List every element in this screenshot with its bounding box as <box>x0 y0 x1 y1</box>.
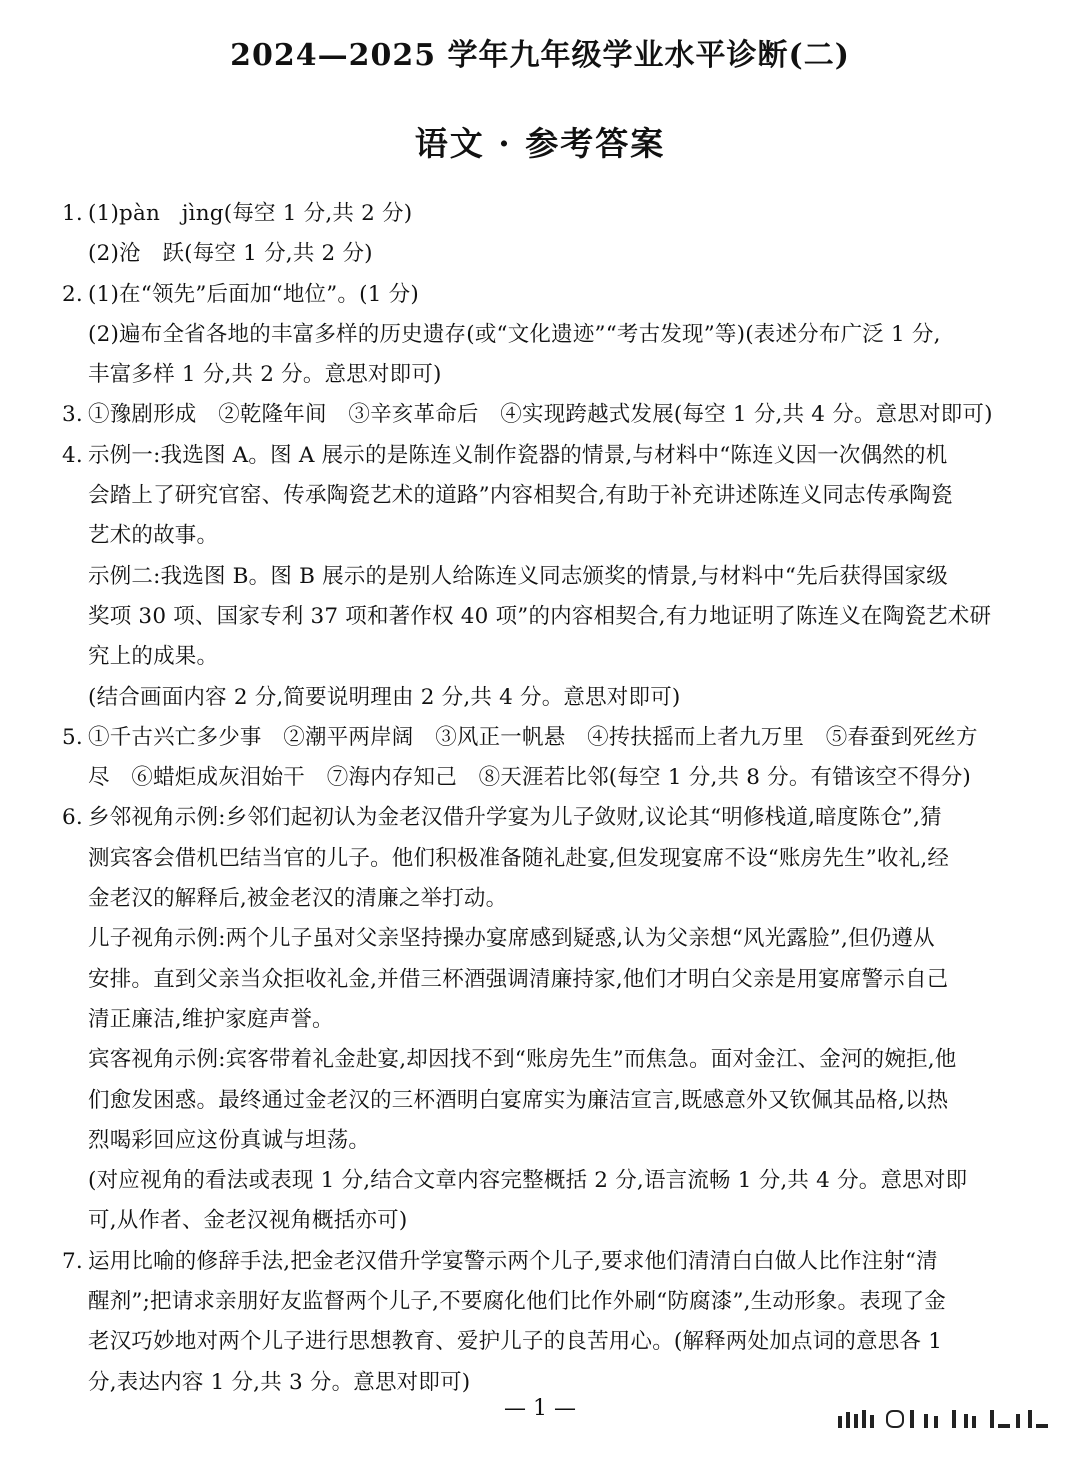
watermark-logo <box>830 1398 1060 1428</box>
document-subtitle: 语文 · 参考答案 <box>414 124 666 163</box>
answer-line: 会踏上了研究官窑、传承陶瓷艺术的道路”内容相契合,有助于补充讲述陈连义同志传承陶瓷 <box>88 483 953 509</box>
answer-line: 们愈发困惑。最终通过金老汉的三杯酒明白宴席实为廉洁宣言,既感意外又钦佩其品格,以热 <box>88 1087 949 1113</box>
answer-item-5 <box>62 718 1020 799</box>
answer-line: 艺术的故事。 <box>88 523 219 549</box>
answer-item-7 <box>62 1242 1020 1403</box>
answer-item-4 <box>62 436 1020 718</box>
answer-number: 6. <box>62 805 83 831</box>
answer-number: 7. <box>62 1248 83 1274</box>
answer-line: ①千古兴亡多少事 ②潮平两岸阔 ③风正一帆悬 ④抟扶摇而上者九万里 ⑤春蚕到死丝方 <box>88 724 978 750</box>
answer-number: 2. <box>62 281 83 307</box>
answer-line: 究上的成果。 <box>88 644 219 670</box>
answer-line: (1)在“领先”后面加“地位”。(1 分) <box>88 281 419 307</box>
answer-line: 醒剂”;把请求亲朋好友监督两个儿子,不要腐化他们比作外刷“防腐漆”,生动形象。表现了金 <box>88 1289 946 1315</box>
answer-line: 金老汉的解释后,被金老汉的清廉之举打动。 <box>88 886 508 912</box>
answer-line: 烈喝彩回应这份真诚与坦荡。 <box>88 1127 371 1153</box>
answer-item-3 <box>62 395 1020 435</box>
answer-item-1 <box>62 194 1020 275</box>
answer-line: 可,从作者、金老汉视角概括亦可) <box>88 1208 408 1234</box>
answer-line: 示例二:我选图 B。图 B 展示的是别人给陈连义同志颁奖的情景,与材料中“先后获得国家级 <box>88 563 948 589</box>
answer-line: (2)遍布全省各地的丰富多样的历史遗存(或“文化遗迹”“考古发现”等)(表述分布广泛 1 分, <box>88 321 941 347</box>
answer-item-6 <box>62 798 1020 1241</box>
answer-line: 运用比喻的修辞手法,把金老汉借升学宴警示两个儿子,要求他们清清白白做人比作注射“清 <box>88 1248 938 1274</box>
answer-line: 测宾客会借机巴结当官的儿子。他们积极准备随礼赴宴,但发现宴席不设“账房先生”收礼,经 <box>88 845 950 871</box>
answer-line: 儿子视角示例:两个儿子虽对父亲坚持操办宴席感到疑惑,认为父亲想“风光露脸”,但仍遵从 <box>88 926 935 952</box>
answer-line: (2)沧 跃(每空 1 分,共 2 分) <box>88 241 373 267</box>
answer-line: 尽 ⑥蜡炬成灰泪始干 ⑦海内存知己 ⑧天涯若比邻(每空 1 分,共 8 分。有错该空不得分) <box>88 765 972 791</box>
page-number: — 1 — <box>504 1396 576 1421</box>
answer-line: 示例一:我选图 A。图 A 展示的是陈连义制作瓷器的情景,与材料中“陈连义因一次偶然的机 <box>88 442 948 468</box>
answer-line: (结合画面内容 2 分,简要说明理由 2 分,共 4 分。意思对即可) <box>88 684 681 710</box>
answer-line: (1)pàn jìng(每空 1 分,共 2 分) <box>88 201 413 226</box>
answer-line: 丰富多样 1 分,共 2 分。意思对即可) <box>88 362 442 388</box>
answer-list <box>62 194 1020 1403</box>
answer-line: 老汉巧妙地对两个儿子进行思想教育、爱护儿子的良苦用心。(解释两处加点词的意思各 1 <box>88 1329 943 1355</box>
answer-line: 奖项 30 项、国家专利 37 项和著作权 40 项”的内容相契合,有力地证明了陈连义在陶瓷艺术研 <box>88 603 992 629</box>
answer-number: 4. <box>62 442 83 468</box>
answer-number: 1. <box>62 201 83 226</box>
answer-line: (对应视角的看法或表现 1 分,结合文章内容完整概括 2 分,语言流畅 1 分,共 4 分。意思对即 <box>88 1168 968 1194</box>
answer-number: 5. <box>62 724 83 750</box>
answer-line: 宾客视角示例:宾客带着礼金赴宴,却因找不到“账房先生”而焦急。面对金江、金河的婉拒,他 <box>88 1047 957 1073</box>
answer-line: 清正廉洁,维护家庭声誉。 <box>88 1006 334 1032</box>
answer-number: 3. <box>62 402 83 428</box>
answer-line: 乡邻视角示例:乡邻们起初认为金老汉借升学宴为儿子敛财,议论其“明修栈道,暗度陈仓”,猜 <box>88 805 942 831</box>
answer-item-2 <box>62 275 1020 396</box>
answer-line: 安排。直到父亲当众拒收礼金,并借三杯酒强调清廉持家,他们才明白父亲是用宴席警示自己 <box>88 966 949 992</box>
answer-line: ①豫剧形成 ②乾隆年间 ③辛亥革命后 ④实现跨越式发展(每空 1 分,共 4 分。意思对即可) <box>88 402 993 428</box>
document-title: 2024—2025 学年九年级学业水平诊断(二) <box>230 38 850 73</box>
answer-line: 分,表达内容 1 分,共 3 分。意思对即可) <box>88 1369 471 1395</box>
